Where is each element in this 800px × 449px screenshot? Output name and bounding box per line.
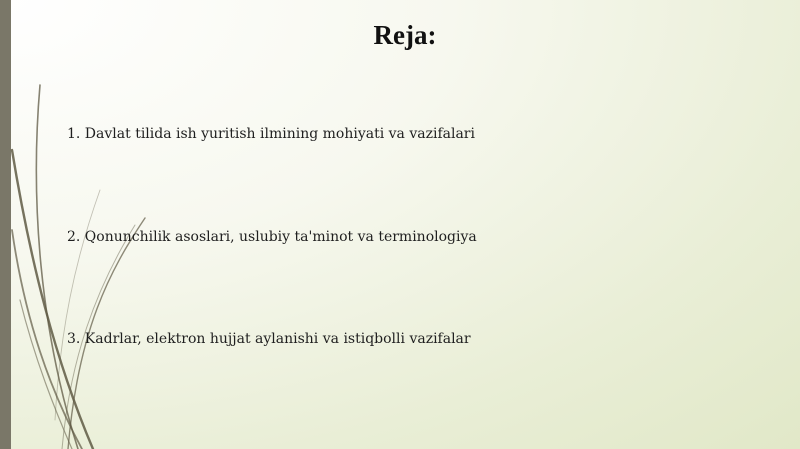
agenda-item-1: 1. Davlat tilida ish yuritish ilmining mohiyati va vazifalari <box>67 126 475 142</box>
agenda-item-3: 3. Kadrlar, elektron hujjat aylanishi va istiqbolli vazifalar <box>67 331 471 347</box>
slide-title: Reja: <box>373 20 437 50</box>
agenda-item-2: 2. Qonunchilik asoslari, uslubiy ta'minot va terminologiya <box>67 229 477 245</box>
